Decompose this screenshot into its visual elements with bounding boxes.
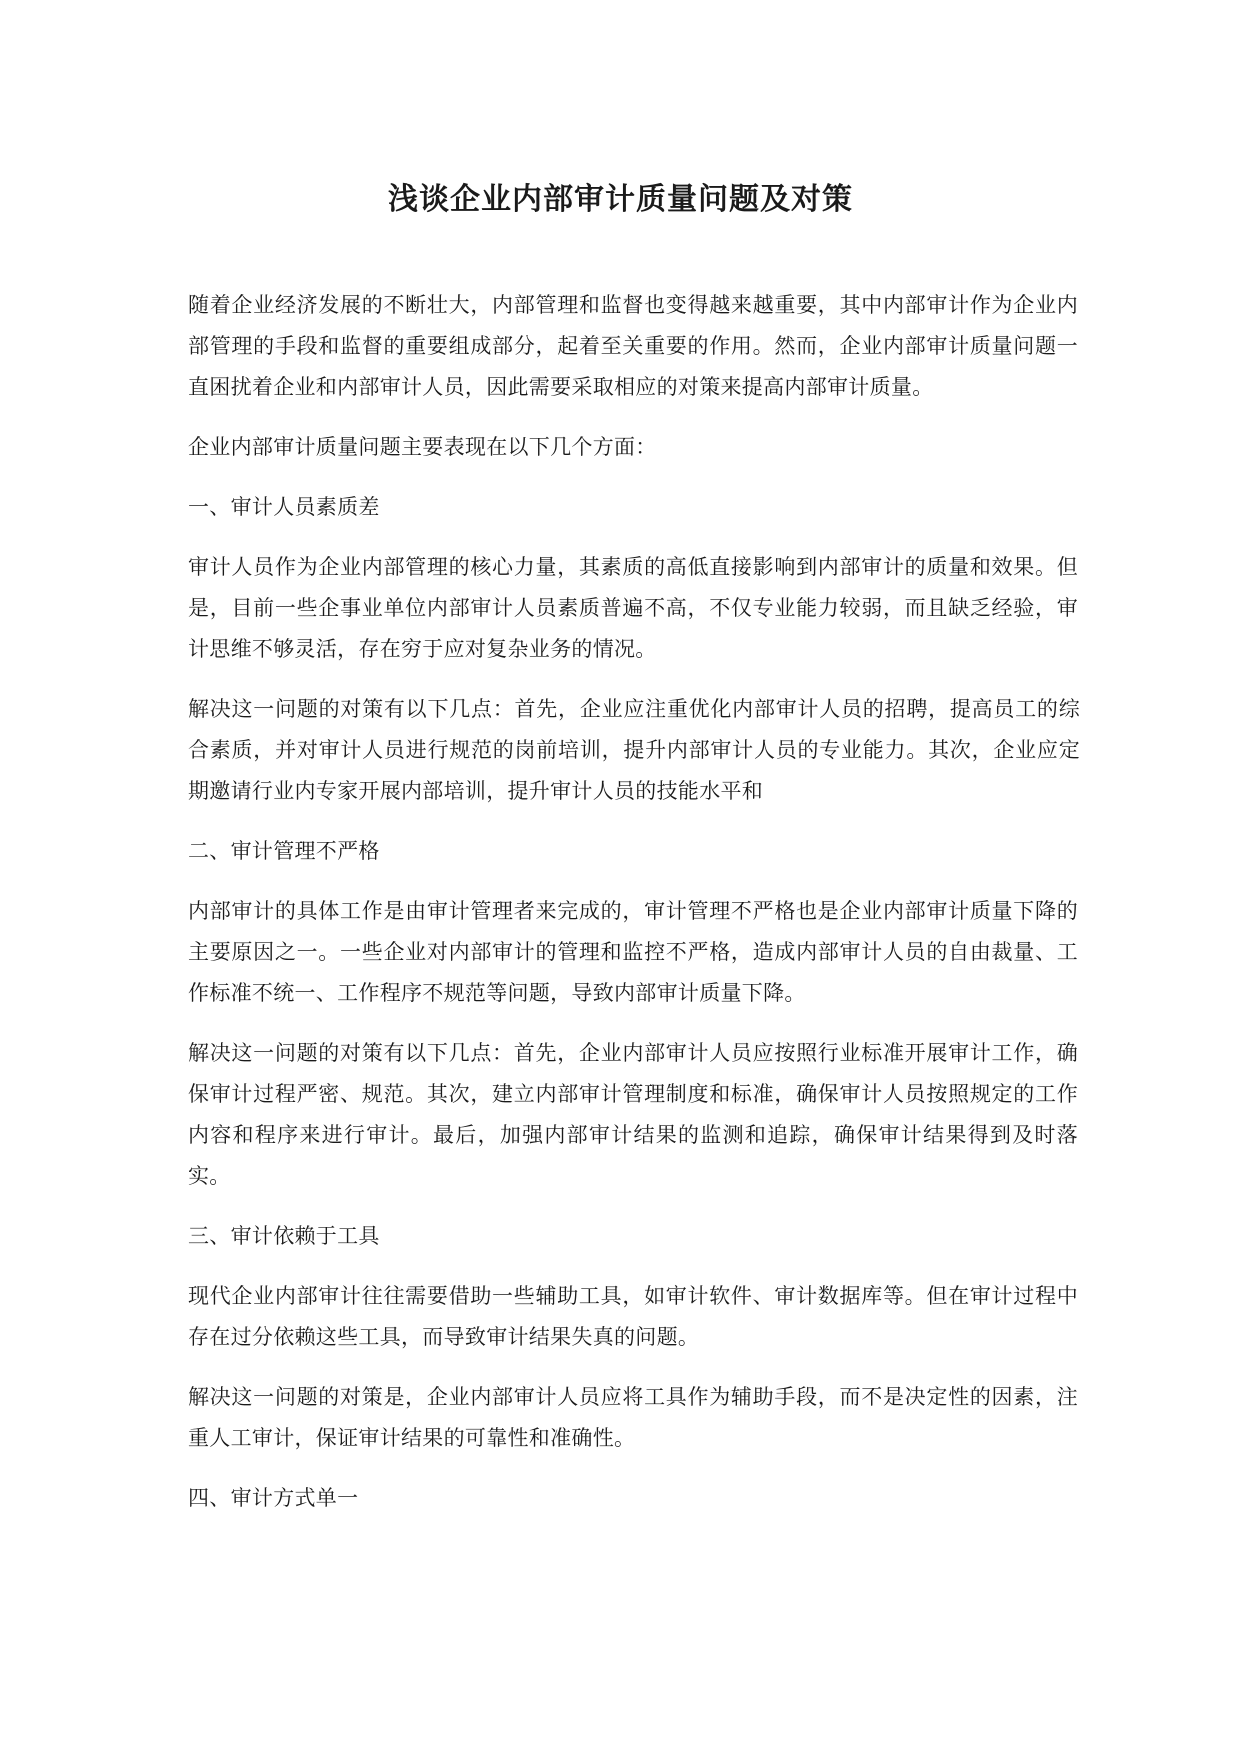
document-title: 浅谈企业内部审计质量问题及对策 (388, 182, 853, 217)
paragraph-issues-lead: 企业内部审计质量问题主要表现在以下几个方面： (188, 435, 657, 459)
paragraph-section-2-problem: 内部审计的具体工作是由审计管理者来完成的，审计管理不严格也是企业内部审计质量下降的主要原因之一。一些企业对内部审计的管理和监控不严格，造成内部审计人员的自由裁量、工作标准不统一、工作程序不规范等问题，导致内部审计质量下降。 (188, 899, 1078, 1005)
section-heading-4: 四、审计方式单一 (188, 1486, 359, 1510)
section-heading-1: 一、审计人员素质差 (188, 495, 380, 519)
paragraph-section-3-solution: 解决这一问题的对策是，企业内部审计人员应将工具作为辅助手段，而不是决定性的因素，注重人工审计，保证审计结果的可靠性和准确性。 (188, 1385, 1078, 1450)
paragraph-section-3-problem: 现代企业内部审计往往需要借助一些辅助工具，如审计软件、审计数据库等。但在审计过程中存在过分依赖这些工具，而导致审计结果失真的问题。 (188, 1284, 1078, 1349)
paragraph-section-2-solution: 解决这一问题的对策有以下几点：首先，企业内部审计人员应按照行业标准开展审计工作，确保审计过程严密、规范。其次，建立内部审计管理制度和标准，确保审计人员按照规定的工作内容和程序来进行审计。最后，加强内部审计结果的监测和追踪，确保审计结果得到及时落实。 (188, 1041, 1078, 1188)
paragraph-intro: 随着企业经济发展的不断壮大，内部管理和监督也变得越来越重要，其中内部审计作为企业内部管理的手段和监督的重要组成部分，起着至关重要的作用。然而，企业内部审计质量问题一直困扰着企业和内部审计人员，因此需要采取相应的对策来提高内部审计质量。 (188, 293, 1078, 399)
paragraph-section-1-solution: 解决这一问题的对策有以下几点：首先，企业应注重优化内部审计人员的招聘，提高员工的综合素质，并对审计人员进行规范的岗前培训，提升内部审计人员的专业能力。其次，企业应定期邀请行业内专家开展内部培训，提升审计人员的技能水平和 (188, 697, 1080, 803)
document-body (188, 285, 1078, 1538)
section-heading-3: 三、审计依赖于工具 (188, 1224, 380, 1248)
section-heading-2: 二、审计管理不严格 (188, 839, 380, 863)
paragraph-section-1-problem: 审计人员作为企业内部管理的核心力量，其素质的高低直接影响到内部审计的质量和效果。但是，目前一些企事业单位内部审计人员素质普遍不高，不仅专业能力较弱，而且缺乏经验，审计思维不够灵活，存在穷于应对复杂业务的情况。 (188, 555, 1078, 661)
